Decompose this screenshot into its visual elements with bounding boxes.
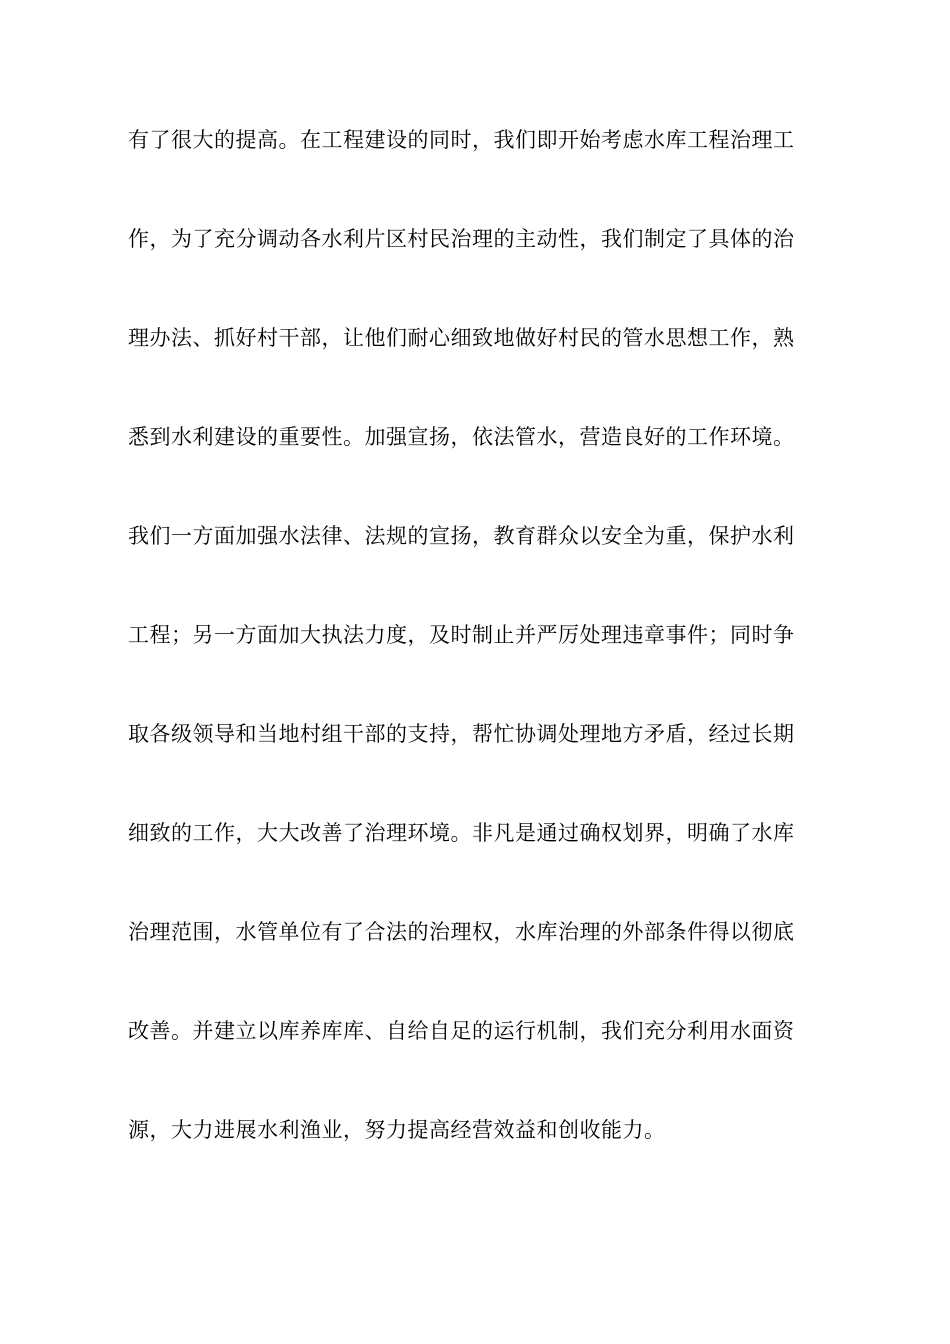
text-line: 细致的工作，大大改善了治理环境。非凡是通过确权划界，明确了水库	[128, 821, 795, 845]
text-line: 作，为了充分调动各水利片区村民治理的主动性，我们制定了具体的治	[128, 227, 795, 251]
text-line: 我们一方面加强水法律、法规的宣扬，教育群众以安全为重，保护水利	[128, 524, 795, 548]
text-line: 源，大力进展水利渔业，努力提高经营效益和创收能力。	[128, 1118, 666, 1142]
text-line: 理办法、抓好村干部，让他们耐心细致地做好村民的管水思想工作，熟	[128, 326, 795, 350]
text-line: 改善。并建立以库养库库、自给自足的运行机制，我们充分利用水面资	[128, 1019, 795, 1043]
text-line: 取各级领导和当地村组干部的支持，帮忙协调处理地方矛盾，经过长期	[128, 722, 795, 746]
body-text	[128, 118, 828, 1207]
text-line: 工程；另一方面加大执法力度，及时制止并严厉处理违章事件；同时争	[128, 623, 795, 647]
text-line: 有了很大的提高。在工程建设的同时，我们即开始考虑水库工程治理工	[128, 128, 795, 152]
text-line: 治理范围，水管单位有了合法的治理权，水库治理的外部条件得以彻底	[128, 920, 795, 944]
text-line: 悉到水利建设的重要性。加强宣扬，依法管水，营造良好的工作环境。	[128, 425, 795, 449]
